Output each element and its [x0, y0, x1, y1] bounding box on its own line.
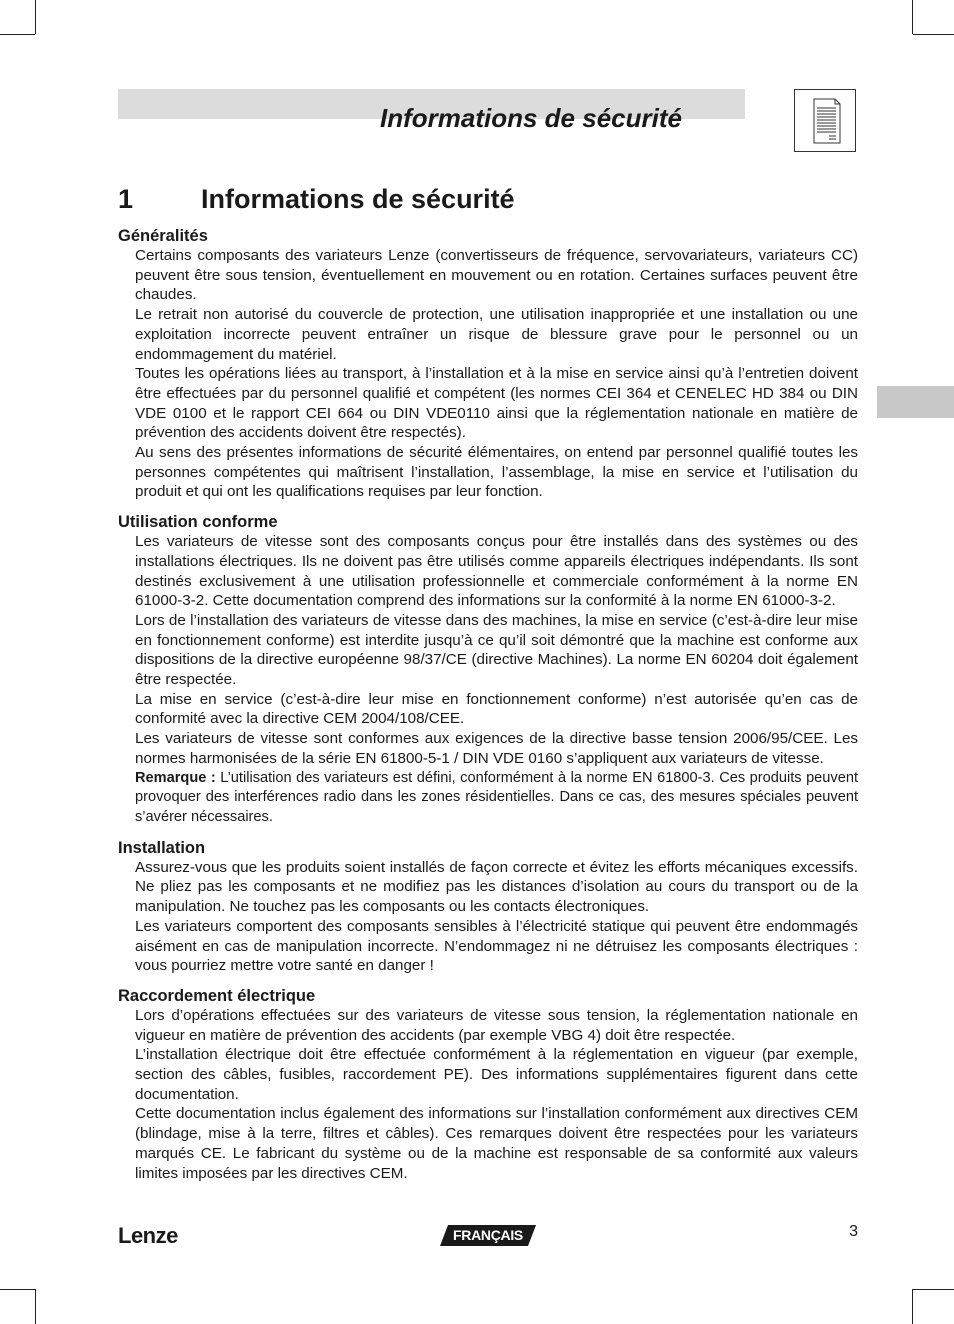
- section-body: [118, 858, 858, 976]
- paragraph: Assurez-vous que les produits soient installés de façon correcte et évitez les efforts mécaniques excessifs. Ne pliez pas les composants et ne modifiez pas les distances d’isolation au cours du transport ou de la manipulation. Ne touchez pas les composants ou les contacts électroniques.: [135, 858, 858, 916]
- section-heading: Raccordement électrique: [118, 986, 316, 1005]
- section-body: [118, 246, 858, 502]
- paragraph: Les variateurs de vitesse sont conformes aux exigences de la directive basse tension 2006/95/CEE. Les normes harmonisées de la série EN 61800-5-1 / DIN VDE 0160 s’appliquent aux variateurs de vitesse.: [135, 730, 858, 767]
- content: [118, 226, 858, 1183]
- section-utilisation-conforme: [118, 512, 858, 828]
- section-body: [118, 532, 858, 828]
- paragraph: La mise en service (c’est-à-dire leur mise en fonctionnement conforme) n’est autorisée qu’en cas de conformité avec la directive CEM 2004/108/CEE.: [135, 690, 858, 728]
- page-number: 3: [849, 1223, 858, 1240]
- crop-mark-tl-v: [35, 0, 36, 34]
- chapter-number: 1: [118, 184, 134, 214]
- remark-label: Remarque :: [135, 769, 216, 786]
- lenze-logo: Lenze: [118, 1223, 178, 1248]
- paragraph: Le retrait non autorisé du couvercle de protection, une utilisation inappropriée et une installation ou une exploitation incorrecte peuvent entraîner un risque de blessure grave pour le personnel ou un endommagement du matériel.: [135, 306, 858, 363]
- paragraph: Au sens des présentes informations de sécurité élémentaires, on entend par personnel qualifié toutes les personnes compétentes qui maîtrisent l’installation, l’assemblage, la mise en service et l’utilisation du produit et qui ont les qualifications requises par leur fonction.: [135, 444, 858, 501]
- paragraph: Lors d’opérations effectuées sur des variateurs de vitesse sous tension, la réglementation nationale en vigueur en matière de prévention des accidents (par exemple VBG 4) doit être respectée.: [135, 1006, 858, 1044]
- section-heading: Généralités: [118, 227, 208, 245]
- crop-mark-bl-v: [35, 1289, 36, 1324]
- chapter-title: Informations de sécurité: [201, 184, 515, 214]
- document-icon: [794, 89, 856, 152]
- crop-mark-br-h: [913, 1289, 954, 1290]
- paragraph: Toutes les opérations liées au transport, à l’installation et à la mise en service ainsi qu’à l’entretien doivent être effectuées par du personnel qualifié et compétent (les normes CEI 364 et CENELEC HD 384 ou DIN VDE 0100 et le rapport CEI 664 ou DIN VDE0110 ainsi que la réglementation nationale en matière de prévention des accidents doivent être respectés).: [135, 365, 858, 442]
- paragraph: Les variateurs de vitesse sont des composants conçus pour être installés dans des systèmes ou des installations électriques. Ils ne doivent pas être utilisés comme appareils électriques indépendants. Ils sont destinés exclusivement à une utilisation professionnelle et commerciale conformément à la norme EN 61000-3-2. Cette documentation comprend des informations sur la conformité à la norme EN 61000-3-2.: [135, 533, 858, 610]
- crop-mark-bl-h: [0, 1289, 35, 1290]
- remark: [135, 769, 858, 828]
- crop-mark-tl-h: [0, 34, 35, 35]
- chapter-heading: [118, 184, 858, 215]
- side-tab: [877, 386, 954, 418]
- section-installation: [118, 838, 858, 976]
- crop-mark-br-v: [912, 1289, 913, 1324]
- paragraph: Les variateurs comportent des composants sensibles à l’électricité statique qui peuvent être endommagés aisément en cas de manipulation incorrecte. N’endommagez ni ne détruisez les composants électriques : vous pourriez mettre votre santé en danger !: [135, 917, 858, 975]
- crop-mark-tr-v: [912, 0, 913, 34]
- section-raccordement-electrique: [118, 986, 858, 1183]
- section-heading: Installation: [118, 838, 206, 857]
- section-body: [118, 1006, 858, 1183]
- crop-mark-tr-h: [913, 34, 954, 35]
- paragraph: Cette documentation inclus également des informations sur l’installation conformément aux directives CEM (blindage, mise à la terre, filtres et câbles). Ces remarques doivent être respectées pour les variateurs marqués CE. Le fabricant du système ou de la machine est responsable de sa conformité aux valeurs limites imposées par les directives CEM.: [135, 1105, 858, 1182]
- paragraph: Lors de l’installation des variateurs de vitesse dans des machines, la mise en service (c’est-à-dire leur mise en fonctionnement conforme) est interdite jusqu’à ce qu’il soit démontré que la machine est conforme aux dispositions de la directive européenne 98/37/CE (directive Machines). La norme EN 60204 doit également être respectée.: [135, 611, 858, 689]
- language-label: FRANÇAIS: [453, 1227, 523, 1243]
- header-title: Informations de sécurité: [380, 103, 682, 133]
- paragraph: L’installation électrique doit être effectuée conformément à la réglementation en vigueur (par exemple, section des câbles, fusibles, raccordement PE). Des informations supplémentaires figurent dans cette documentation.: [135, 1046, 858, 1103]
- section-heading: Utilisation conforme: [118, 513, 278, 532]
- remark-text: L’utilisation des variateurs est défini, conformément à la norme EN 61800-3. Ces produits peuvent provoquer des interférences radio dans les zones résidentielles. Dans ce cas, des mesures spéciales peuvent s’avérer nécessaires.: [135, 769, 859, 825]
- paragraph: Certains composants des variateurs Lenze (convertisseurs de fréquence, servovariateurs, variateurs CC) peuvent être sous tension, éventuellement en mouvement ou en rotation. Certaines surfaces peuvent être chaudes.: [135, 247, 858, 304]
- section-generalites: [118, 226, 858, 502]
